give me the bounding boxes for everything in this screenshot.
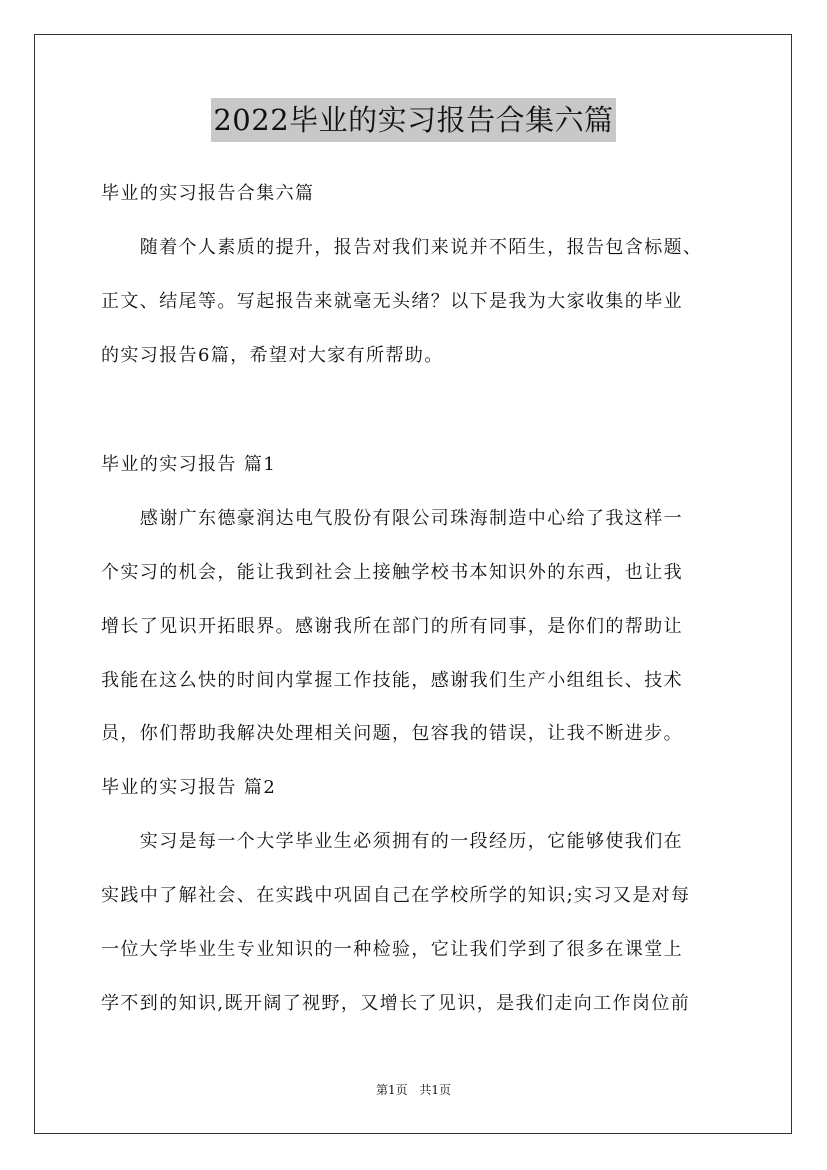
body-line: 感谢广东德豪润达电气股份有限公司珠海制造中心给了我这样一 <box>101 508 683 529</box>
body-line: 个实习的机会，能让我到社会上接触学校书本知识外的东西，也让我 <box>101 562 683 583</box>
page-number-total: 共1页 <box>419 1083 452 1097</box>
subtitle-line: 毕业的实习报告合集六篇 <box>101 183 315 204</box>
page-footer <box>0 1082 827 1098</box>
section-heading-2: 毕业的实习报告 篇2 <box>101 777 277 798</box>
body-line: 增长了见识开拓眼界。感谢我所在部门的所有同事，是你们的帮助让 <box>101 616 683 637</box>
body-line: 学不到的知识,既开阔了视野，又增长了见识，是我们走向工作岗位前 <box>101 993 691 1014</box>
body-line: 实践中了解社会、在实践中巩固自己在学校所学的知识;实习又是对每 <box>101 885 691 906</box>
body-line: 正文、结尾等。写起报告来就毫无头绪？以下是我为大家收集的毕业 <box>101 291 683 312</box>
body-line: 员，你们帮助我解决处理相关问题，包容我的错误，让我不断进步。 <box>101 723 683 744</box>
body-line: 我能在这么快的时间内掌握工作技能，感谢我们生产小组组长、技术 <box>101 670 683 691</box>
body-line: 实习是每一个大学毕业生必须拥有的一段经历，它能够使我们在 <box>101 831 683 852</box>
body-line: 随着个人素质的提升，报告对我们来说并不陌生，报告包含标题、 <box>101 237 703 258</box>
body-line: 的实习报告6篇，希望对大家有所帮助。 <box>101 345 444 366</box>
section-heading-1: 毕业的实习报告 篇1 <box>101 454 277 475</box>
title-container <box>0 98 827 142</box>
document-title: 2022毕业的实习报告合集六篇 <box>211 98 615 142</box>
page-number-current: 第1页 <box>375 1083 408 1097</box>
body-line: 一位大学毕业生专业知识的一种检验，它让我们学到了很多在课堂上 <box>101 939 683 960</box>
